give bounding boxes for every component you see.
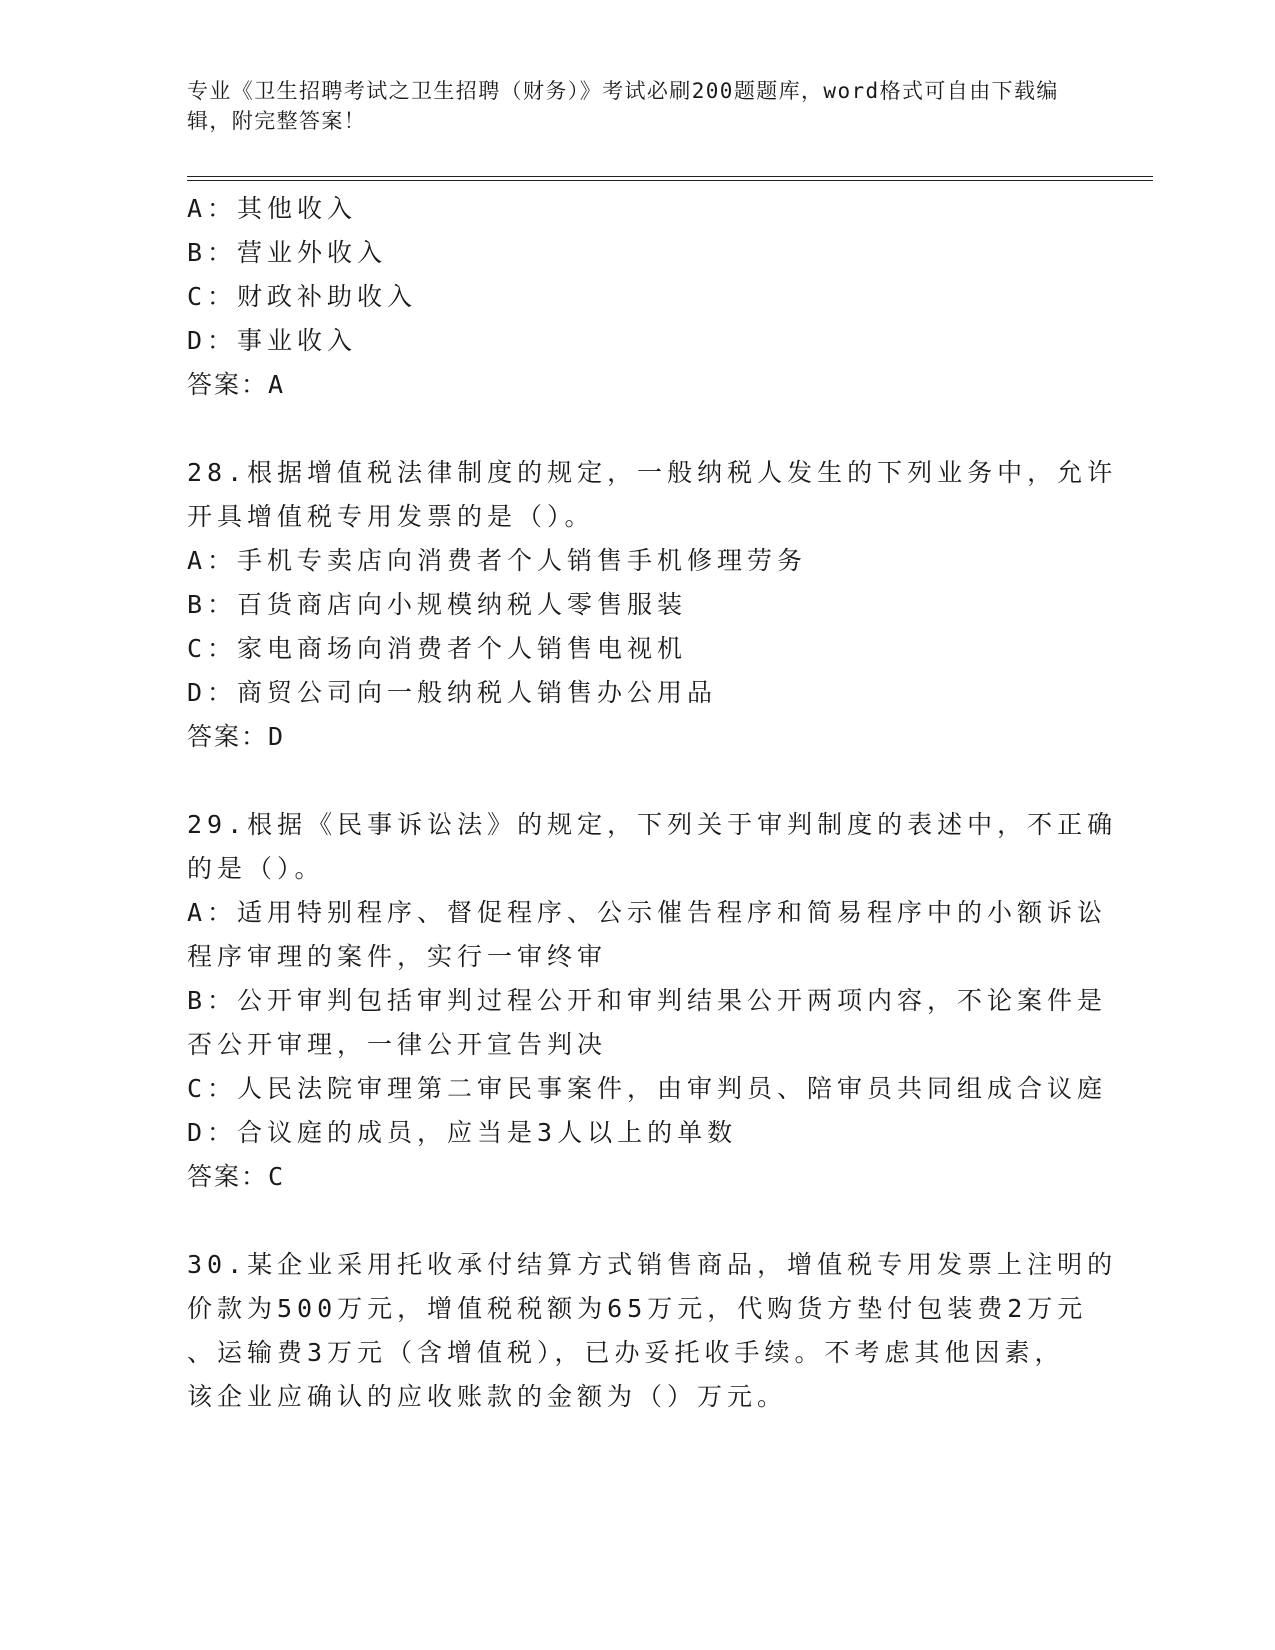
question-29-stem-line-1: 29.根据《民事诉讼法》的规定，下列关于审判制度的表述中，不正确 bbox=[187, 810, 1118, 839]
question-28-option-a: A：手机专卖店向消费者个人销售手机修理劳务 bbox=[187, 546, 808, 575]
answer-label: 答案：A bbox=[187, 370, 286, 399]
question-29-option-a-line-2: 程序审理的案件，实行一审终审 bbox=[187, 942, 608, 971]
question-28-stem-line-2: 开具增值税专用发票的是（）。 bbox=[187, 502, 595, 531]
question-29-option-b-line-1: B：公开审判包括审判过程公开和审判结果公开两项内容，不论案件是 bbox=[187, 986, 1108, 1015]
document-header: 专业《卫生招聘考试之卫生招聘（财务）》考试必刷200题题库，word格式可自由下载编辑，附完整答案！ bbox=[187, 79, 1059, 133]
question-28-option-d: D：商贸公司向一般纳税人销售办公用品 bbox=[187, 678, 718, 707]
header-divider-top bbox=[187, 176, 1153, 177]
question-28-option-c: C：家电商场向消费者个人销售电视机 bbox=[187, 634, 688, 663]
question-30-stem-line-2: 价款为500万元，增值税税额为65万元，代购货方垫付包装费2万元 bbox=[187, 1294, 1088, 1323]
question-29-answer: 答案：C bbox=[187, 1162, 286, 1191]
question-30-stem-line-1: 30.某企业采用托收承付结算方式销售商品，增值税专用发票上注明的 bbox=[187, 1250, 1118, 1279]
question-28-answer: 答案：D bbox=[187, 722, 286, 751]
question-29-option-d: D：合议庭的成员，应当是3人以上的单数 bbox=[187, 1118, 738, 1147]
option-c: C：财政补助收入 bbox=[187, 282, 418, 311]
question-29-option-a-line-1: A：适用特别程序、督促程序、公示催告程序和简易程序中的小额诉讼 bbox=[187, 898, 1108, 927]
question-28-stem-line-1: 28.根据增值税法律制度的规定，一般纳税人发生的下列业务中，允许 bbox=[187, 458, 1118, 487]
question-30-stem-line-3: 、运输费3万元（含增值税），已办妥托收手续。不考虑其他因素， bbox=[187, 1338, 1065, 1367]
option-b: B：营业外收入 bbox=[187, 238, 388, 267]
option-a: A：其他收入 bbox=[187, 194, 358, 223]
question-29-option-c: C：人民法院审理第二审民事案件，由审判员、陪审员共同组成合议庭 bbox=[187, 1074, 1108, 1103]
question-29-stem-line-2: 的是（）。 bbox=[187, 854, 325, 883]
question-29-option-b-line-2: 否公开审理，一律公开宣告判决 bbox=[187, 1030, 608, 1059]
option-d: D：事业收入 bbox=[187, 326, 358, 355]
header-divider-bottom bbox=[187, 180, 1153, 181]
question-28-option-b: B：百货商店向小规模纳税人零售服装 bbox=[187, 590, 688, 619]
question-30-stem-line-4: 该企业应确认的应收账款的金额为（）万元。 bbox=[187, 1382, 788, 1411]
